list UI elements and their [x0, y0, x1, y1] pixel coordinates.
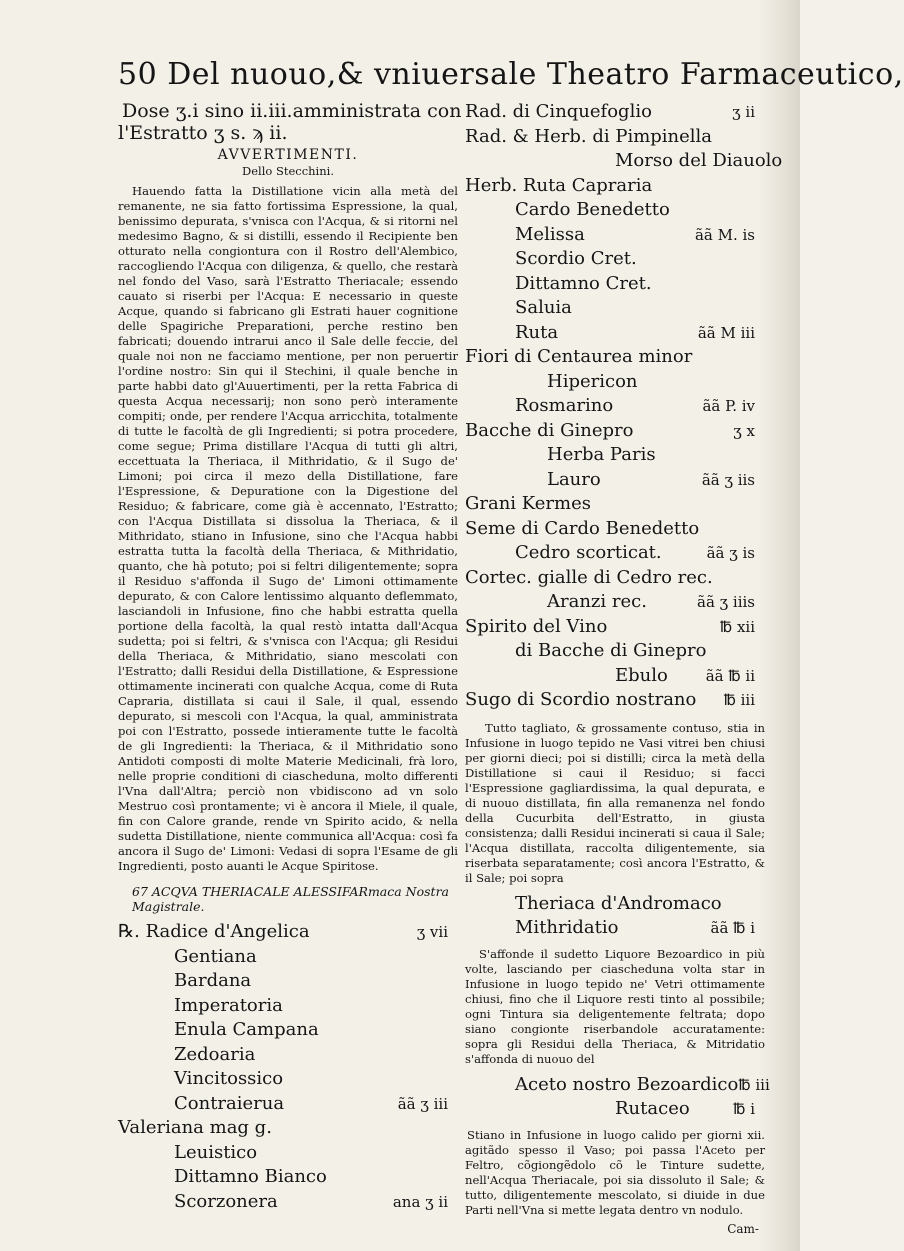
- ingredient-row: [465, 296, 765, 321]
- ingredient-row: [118, 1092, 458, 1117]
- ingredient-row: [465, 1097, 765, 1122]
- ingredient-quantity: ãã ʒ iis: [701, 470, 755, 489]
- ingredient-name: Cardo Benedetto: [515, 199, 670, 220]
- ingredient-name: Scordio Cret.: [515, 248, 637, 269]
- ingredient-row: [118, 969, 458, 994]
- avvertimenti-text: Hauendo fatta la Distillatione vicin alla metà del remanente, ne sia fatto fortissima Espressione, la qual, benissimo depurata, s'vnisca con l'Acqua, & si ritorni nel medesimo Bagno, & si distilli, essendo il Recipiente ben otturato nella congiontura con il Rostro dell'Alembico, raccogliendo l'Acqua con diligenza, & quello, che restarà nel fondo del Vaso, sarà l'Estratto Theriacale; essendo cauato si riserbi per l'Acqua: E necessario in queste Acque, quando si fabricano gli Estrati hauer cognitione delle Spagiriche Preparationi, perche restino ben fabricati; douendo intrarui anco il Sale delle feccie, del quale noi non ne facciamo mentione, per non peruertir l'ordine nostro: Sin qui il Stechini, il quale benche in parte habbi dato gl'Auuertimenti, per la retta Fabrica di questa Acqua necessarij; non sono però interamente compiti; onde, per rendere l'Acqua arricchita, totalmente di tutte le facoltà de gli Ingredienti; si potra procedere, come segue; Prima distillare l'Acqua di tutti gli altri, eccettuata la Theriaca, il Mithridatio, & il Sugo de' Limoni; poi circa il mezo della Distillatione, fare l'Espressione, & Depuratione con la Digestione del Residuo; & fabricare, come già è accennato, l'Estratto; con l'Acqua Distillata si dissolua la Theriaca, & il Mithridato, stiano in Infusione, sino che l'Acqua habbi estratta tutta la facoltà della Theriaca, & Mithridatio, quanto, che hà potuto; poi si feltri diligentemente; sopra il Residuo s'affonda il Sugo de' Limoni ottimamente depurato, & con Calore lentissimo alquanto deflemmato, lasciandoli in Infusione, fino che habbi estratta quella portione della facoltà, la qual restò intatta dall'Acqua sudetta; poi si feltri, & s'vnisca con l'Acqua; gli Residui della Theriaca, & Mithridatio, siano mescolati con l'Estratto; dalli Residui della Distillatione, & Espressione ottimamente incinerati con qualche Acqua, come di Ruta Capraria, distillata si caui il Sale, il qual, essendo depurato, si mescoli con l'Acqua, la qual, amministrata poi con l'Estratto, possede intieramente tutte le facoltà de gli Ingredienti: la Theriaca, & il Mithridatio sono Antidoti composti di molte Materie Medicinali, frà loro, nelle proprie conditioni di ciascheduna, molto differenti l'Vna dall'Altra; perciò non vbidiscono ad vn solo Mestruo così prontamente; vi è ancora il Miele, il quale, fin con Calore grande, rende vn Spirito acido, & nella sudetta Distillatione, niente communica all'Acqua: così fa ancora il Sugo de' Limoni: Vedasi di sopra l'Esame de gli Ingredienti, posto auanti le Acque Spiritose.: [118, 184, 458, 873]
- ingredient-name: Imperatoria: [174, 994, 283, 1016]
- ingredient-name: di Bacche di Ginepro: [515, 640, 707, 661]
- ingredient-row: [118, 1190, 458, 1215]
- ingredient-name: Enula Campana: [174, 1019, 319, 1040]
- ingredient-quantity: ℔ iii: [723, 691, 755, 709]
- ingredient-name: Bardana: [174, 970, 252, 991]
- ingredient-row: [465, 892, 765, 917]
- ingredient-row: [465, 100, 765, 125]
- ingredient-name: Cortec. gialle di Cedro rec.: [465, 566, 713, 588]
- ingredient-row: [465, 419, 765, 444]
- ingredient-row: [465, 198, 765, 223]
- ingredient-name: Theriaca d'Andromaco: [515, 892, 722, 914]
- ingredient-row: [118, 994, 458, 1019]
- ingredient-row: [465, 125, 765, 150]
- recipe-heading: 67 ACQVA THERIACALE ALESSIFARmaca Nostra Magistrale.: [132, 884, 450, 914]
- ingredient-name: Rutaceo: [615, 1098, 690, 1119]
- ingredient-row: [465, 149, 783, 174]
- ingredient-name: Grani Kermes: [465, 493, 591, 514]
- ingredient-quantity: ãã M. is: [694, 225, 755, 244]
- ingredient-row: [465, 664, 765, 689]
- ingredient-name: Fiori di Centaurea minor: [465, 346, 693, 367]
- ingredient-name: Valeriana mag g.: [118, 1117, 272, 1138]
- ingredient-name: Hipericon: [547, 370, 638, 392]
- ingredient-quantity: ℔ i: [733, 1100, 755, 1118]
- ingredient-name: Gentiana: [174, 945, 257, 967]
- dose-line-2: l'Estratto ʒ s. ϡ ii.: [118, 122, 288, 144]
- ingredient-quantity: ʒ vii: [416, 923, 448, 941]
- ingredient-row: [118, 1018, 458, 1043]
- ingredient-name: Sugo di Scordio nostrano: [465, 689, 697, 710]
- page-number: 50: [118, 57, 158, 92]
- ingredient-row: [118, 1043, 458, 1068]
- ingredient-name: Vincitossico: [174, 1068, 284, 1089]
- ingredient-quantity: ʒ ii: [732, 103, 755, 121]
- ingredient-name: Rad. & Herb. di Pimpinella: [465, 125, 713, 147]
- ingredient-row: [465, 590, 765, 615]
- ingredient-row: [465, 1073, 770, 1098]
- ingredient-quantity: ãã ℔ ii: [705, 666, 755, 685]
- ingredient-row: [465, 517, 765, 542]
- ingredient-name: Morso del Diauolo: [615, 150, 783, 171]
- dose-line-1: Dose ʒ.i sino ii.iii.amministrata con: [122, 100, 462, 122]
- ingredient-name: Saluia: [515, 297, 572, 318]
- left-column: [118, 100, 462, 1214]
- ingredient-name: Scorzonera: [174, 1190, 278, 1212]
- ingredient-name: Contraierua: [174, 1092, 285, 1114]
- paragraph-2: S'affonde il sudetto Liquore Bezoardico in più volte, lasciando per ciascheduna volta star in Infusione in luogo tepido ne' Vetri ottimamente chiusi, fino che il Liquore resti tinto al possibile; ogni Tintura sia deligentemente feltrata; dopo siano congionte riserbandole accuratamente: sopra gli Residui della Theriaca, & Mitridatio s'affonda di nuouo del: [465, 946, 765, 1066]
- ingredient-name: Zedoaria: [174, 1043, 256, 1065]
- ingredient-quantity: ãã ʒ iiis: [697, 593, 755, 611]
- ingredient-row: [118, 1141, 458, 1166]
- ingredient-name: Spirito del Vino: [465, 615, 608, 637]
- ingredient-name: Mithridatio: [515, 917, 619, 938]
- ingredient-name: Dittamno Bianco: [174, 1166, 327, 1187]
- ingredient-quantity: ãã ℔ i: [710, 919, 755, 937]
- ingredient-name: Rad. di Cinquefoglio: [465, 101, 652, 122]
- ingredient-quantity: ℔ xii: [719, 617, 755, 636]
- ingredient-name: Herba Paris: [547, 444, 656, 465]
- ingredient-row: [465, 223, 765, 248]
- ingredient-quantity: ʒ x: [733, 421, 755, 440]
- ingredient-quantity: ãã M iii: [697, 323, 755, 342]
- ingredient-name: Aceto nostro Bezoardico: [515, 1073, 739, 1095]
- ingredient-row: [465, 247, 765, 272]
- ingredient-row: [465, 916, 765, 941]
- ingredient-row: [118, 1116, 458, 1141]
- paragraph-3: Stiano in Infusione in luogo calido per giorni xii. agitãdo spesso il Vaso; poi passa l'Aceto per Feltro, cõgiongẽdolo cõ le Tinture sudette, nell'Acqua Theriacale, poi sia dissoluto il Sale; & tutto, diligentemente mescolato, si diuide in due Parti nell'Vna si mette legata dentro vn nodulo.: [465, 1127, 765, 1217]
- ingredient-row: [465, 492, 765, 517]
- ingredient-name: Seme di Cardo Benedetto: [465, 517, 700, 539]
- ingredient-name: Rosmarino: [515, 395, 614, 416]
- ingredient-row: [118, 945, 458, 970]
- right-ingredients-list-2: [465, 892, 765, 941]
- ingredient-row: [465, 174, 765, 199]
- ingredient-row: [465, 688, 765, 713]
- ingredient-row: [118, 1165, 458, 1190]
- ingredient-quantity: ãã ʒ is: [706, 544, 755, 562]
- ingredient-name: Leuistico: [174, 1141, 258, 1163]
- running-title: Del nuouo,& vniuersale Theatro Farmaceutico,: [167, 57, 904, 92]
- ingredient-row: [465, 468, 765, 493]
- ingredient-name: Herb. Ruta Capraria: [465, 174, 653, 196]
- ingredient-quantity: ℔ iii: [738, 1075, 770, 1094]
- right-ingredients-list-3: [465, 1073, 770, 1122]
- ingredient-name: Cedro scorticat.: [515, 542, 662, 563]
- ingredient-row: [465, 345, 765, 370]
- ingredient-row: [465, 566, 765, 591]
- ingredient-name: Bacche di Ginepro: [465, 419, 634, 441]
- ingredient-row: [118, 1067, 458, 1092]
- avvertimenti-subtitle: Dello Stecchini.: [242, 164, 334, 178]
- ingredient-name: Lauro: [547, 468, 601, 490]
- ingredient-row: [465, 541, 765, 566]
- ingredient-name: ℞. Radice d'Angelica: [118, 921, 310, 942]
- ingredient-row: [465, 272, 765, 297]
- ingredient-row: [465, 443, 765, 468]
- ingredient-quantity: ana ʒ ii: [392, 1192, 448, 1211]
- ingredient-row: [465, 639, 765, 664]
- ingredient-name: Ebulo: [615, 664, 668, 686]
- ingredient-row: [465, 615, 765, 640]
- right-ingredients-list-1: [465, 100, 783, 713]
- ingredient-row: [465, 321, 765, 346]
- left-ingredients-list: [118, 920, 458, 1214]
- ingredient-row: [465, 394, 765, 419]
- ingredient-name: Ruta: [515, 321, 559, 343]
- ingredient-row: [465, 370, 765, 395]
- paragraph-1: Tutto tagliato, & grossamente contuso, stia in Infusione in luogo tepido ne Vasi vitrei ben chiusi per giorni dieci; poi si distilli; circa la metà della Distillatione si caui il Residuo; si facci l'Espressione gagliardissima, la qual depurata, e di nuouo distillata, fin alla remanenza nel fondo della Cucurbita dell'Estratto, in giusta consistenza; dalli Residui incinerati si caua il Sale; l'Acqua distillata, raccolta diligentemente, sia riserbata separatamente; così ancora l'Estratto, & il Sale; poi sopra: [465, 720, 765, 885]
- ingredient-quantity: ãã ʒ iii: [397, 1094, 448, 1113]
- ingredient-quantity: ãã P. iv: [702, 397, 755, 415]
- ingredient-name: Dittamno Cret.: [515, 272, 652, 294]
- avvertimenti-title: AVVERTIMENTI.: [217, 147, 359, 163]
- ingredient-name: Aranzi rec.: [547, 591, 647, 612]
- ingredient-name: Melissa: [515, 223, 585, 245]
- right-column: [465, 100, 783, 1236]
- catchword: Cam-: [727, 1221, 759, 1236]
- running-header: [118, 50, 904, 100]
- ingredient-row: [118, 920, 458, 945]
